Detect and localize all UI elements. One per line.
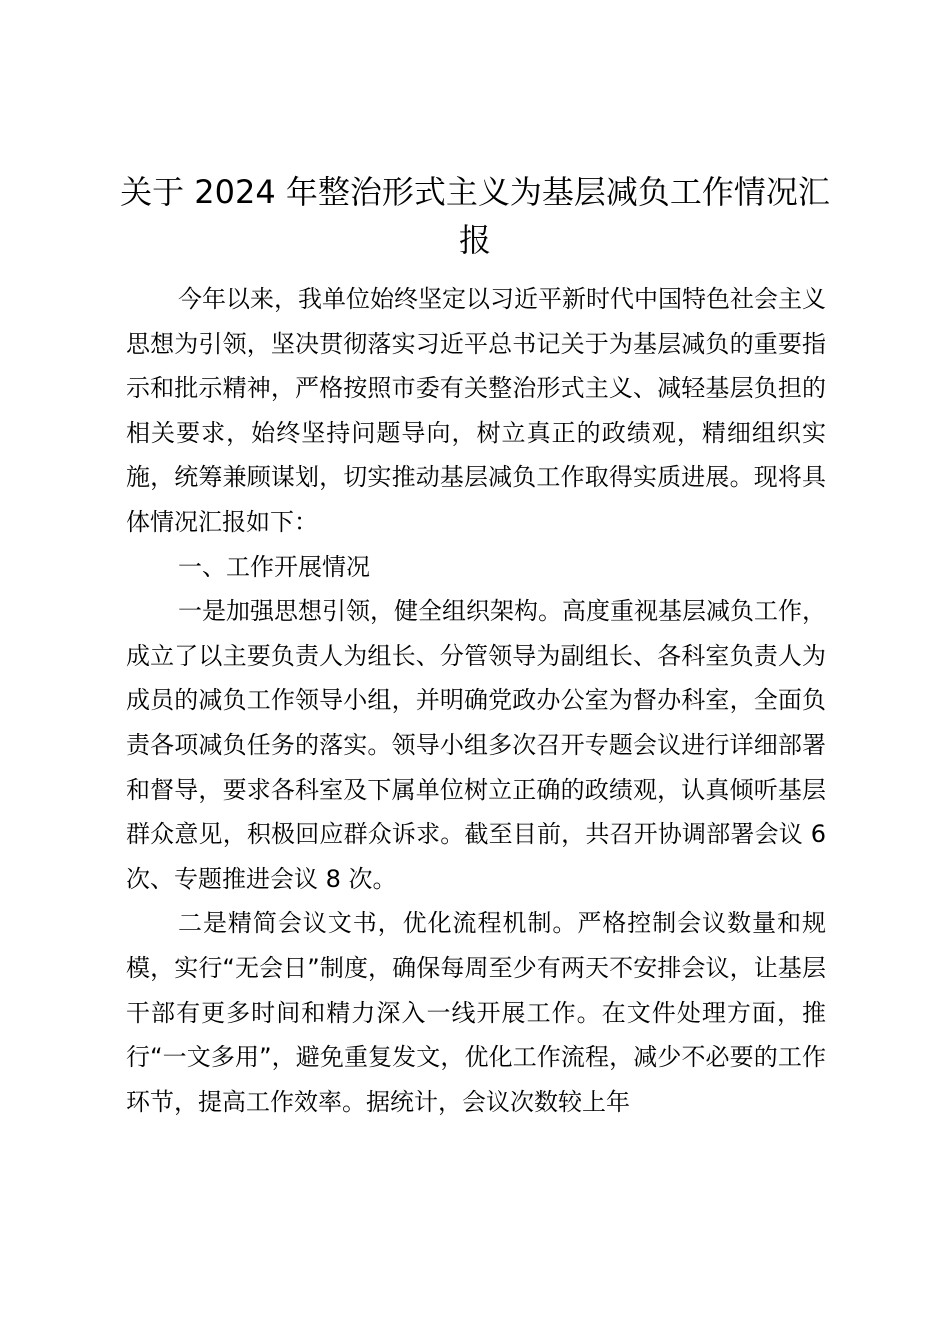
body-paragraph: 二是精简会议文书，优化流程机制。严格控制会议数量和规模，实行“无会日”制度，确保每周至少有两天不安排会议，让基层干部有更多时间和精力深入一线开展工作。在文件处理方面，推行“一文多用”，避免重复发文，优化工作流程，减少不必要的工作环节，提高工作效率。据统计，会议次数较上年 <box>126 909 826 1116</box>
body-paragraph: 一是加强思想引领，健全组织架构。高度重视基层减负工作，成立了以主要负责人为组长、分管领导为副组长、各科室负责人为成员的减负工作领导小组，并明确党政办公室为督办科室，全面负责各项减负任务的落实。领导小组多次召开专题会议进行详细部署和督导，要求各科室及下属单位树立正确的政绩观，认真倾听基层群众意见，积极回应群众诉求。截至目前，共召开协调部署会议 6 次、专题推进会议 8 次。 <box>126 597 826 893</box>
section-heading: 一、工作开展情况 <box>178 552 370 581</box>
document-body <box>126 277 826 1124</box>
document-title: 关于 2024 年整治形式主义为基层减负工作情况汇报 <box>120 173 830 259</box>
intro-paragraph: 今年以来，我单位始终坚定以习近平新时代中国特色社会主义思想为引领，坚决贯彻落实习近平总书记关于为基层减负的重要指示和批示精神，严格按照市委有关整治形式主义、减轻基层负担的相关要求，始终坚持问题导向，树立真正的政绩观，精细组织实施，统筹兼顾谋划，切实推动基层减负工作取得实质进展。现将具体情况汇报如下： <box>126 285 826 536</box>
